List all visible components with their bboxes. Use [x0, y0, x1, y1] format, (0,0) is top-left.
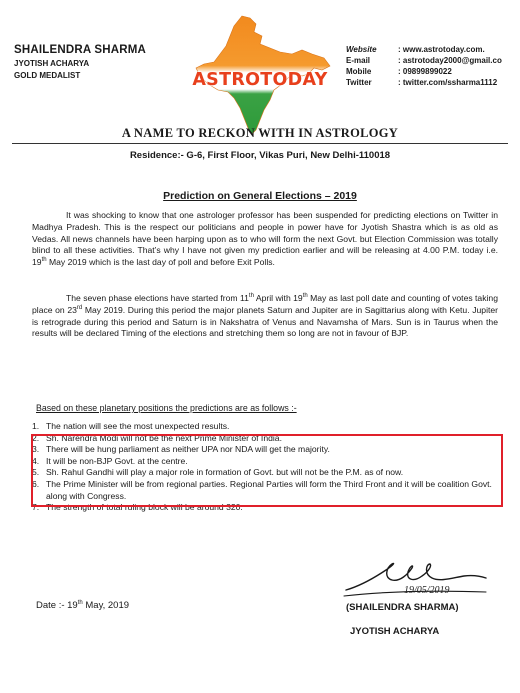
contact-value: : twitter.com/ssharma1112	[398, 78, 498, 87]
paragraph-text: May as last poll date and counting of votes taking place on 23	[32, 293, 498, 315]
ordinal-suffix: th	[302, 293, 308, 300]
letterhead-tagline: A NAME TO RECKON WITH IN ASTROLOGY	[121, 126, 399, 140]
astrologer-name: SHAILENDRA SHARMA	[14, 44, 147, 56]
list-item	[32, 421, 502, 433]
list-number: 4.	[32, 455, 40, 466]
paragraph-text: The seven phase elections have started from 11	[66, 293, 249, 303]
prediction-text: It will be non-BJP Govt. at the centre.	[46, 455, 188, 466]
contact-label: Twitter	[346, 78, 372, 87]
predictions-intro: Based on these planetary positions the predictions are as follows :-	[36, 403, 297, 413]
letterhead-divider	[12, 143, 508, 144]
contact-value: : 09899899022	[398, 67, 452, 76]
contact-mobile	[346, 66, 502, 77]
letterhead-left	[14, 44, 146, 80]
ordinal-suffix: th	[77, 599, 83, 606]
list-number: 7.	[32, 502, 40, 513]
contact-value: : astrotoday2000@gmail.co	[398, 56, 502, 65]
contact-label: E-mail	[346, 56, 371, 65]
astrologer-designation: JYOTISH ACHARYA	[14, 59, 90, 68]
document-title: Prediction on General Elections – 2019	[163, 190, 357, 202]
date-value: May, 2019	[82, 600, 130, 611]
contact-website	[346, 44, 502, 55]
contact-twitter	[346, 77, 502, 88]
prediction-text: There will be hung parliament as neither UPA nor NDA will get the majority.	[46, 444, 330, 455]
ordinal-suffix: th	[41, 257, 47, 264]
list-number: 2.	[32, 432, 40, 443]
prediction-text: Sh. Narendra Modi will not be the next Prime Minister of India.	[46, 432, 282, 443]
signatory-name: (SHAILENDRA SHARMA)	[346, 602, 459, 613]
prediction-text: Sh. Rahul Gandhi will play a major role in formation of Govt. but will not be the P.M. as of now.	[46, 467, 404, 478]
prediction-text: The strength of total ruling block will be around 320.	[46, 502, 243, 513]
list-number: 5.	[32, 467, 40, 478]
list-number: 1.	[32, 421, 40, 431]
highlight-box	[31, 434, 503, 507]
paragraph-text: May 2019. During this period the major planets Saturn and Jupiter are in Sagittarius along with Ketu. Jupiter is retrograde during this period and Saturn is in Nakshatra of Venus and Navamsha of Mars. Sun is in Taurus when the results will be declared Timing of the elections and stretching them so long are not in favour of BJP.	[32, 304, 499, 339]
list-number: 3.	[32, 444, 40, 455]
contact-value: : www.astrotoday.com.	[398, 45, 485, 54]
paragraph-text: April with 19	[253, 293, 303, 303]
signature-date: 19/05/2019	[404, 585, 450, 596]
contact-block	[346, 44, 502, 88]
contact-email	[346, 55, 502, 66]
ordinal-suffix: rd	[76, 304, 83, 311]
logo-wordmark: ASTROTODAY	[192, 70, 328, 90]
astrologer-honor: GOLD MEDALIST	[14, 71, 81, 80]
date-label: Date :- 19	[36, 600, 78, 611]
paragraph-text: It was shocking to know that one astrologer professor has been suspended for predicting elections on Twitter in Madhya Pradesh. This is the respect our politicians and people in power have for Jyotish Shastra which is as old as Vedas. All news channels have been harping upon as to who will form the next Govt. but Election Commission was totally blind to all these activities. That’s why I have not given my prediction earlier and will be releasing at 4.00 P.M. today i.e. 19	[32, 210, 498, 268]
ordinal-suffix: th	[248, 293, 254, 300]
signatory-title: JYOTISH ACHARYA	[350, 626, 440, 637]
prediction-text: The nation will see the most unexpected results.	[46, 421, 230, 431]
prediction-text: The Prime Minister will be from regional parties. Regional Parties will form the Third Front and it will be coalition Govt. along with Congress.	[46, 478, 492, 501]
residence-address: Residence:- G-6, First Floor, Vikas Puri, New Delhi-110018	[129, 150, 391, 161]
list-number: 6.	[32, 478, 40, 489]
document-date	[36, 600, 129, 611]
contact-label: Website	[346, 45, 377, 54]
paragraph-text: May 2019 which is the last day of poll and before Exit Polls.	[46, 257, 275, 268]
paragraph-intro	[32, 210, 498, 269]
astrotoday-logo	[184, 14, 334, 136]
paragraph-planetary	[32, 293, 498, 340]
contact-label: Mobile	[346, 67, 372, 76]
